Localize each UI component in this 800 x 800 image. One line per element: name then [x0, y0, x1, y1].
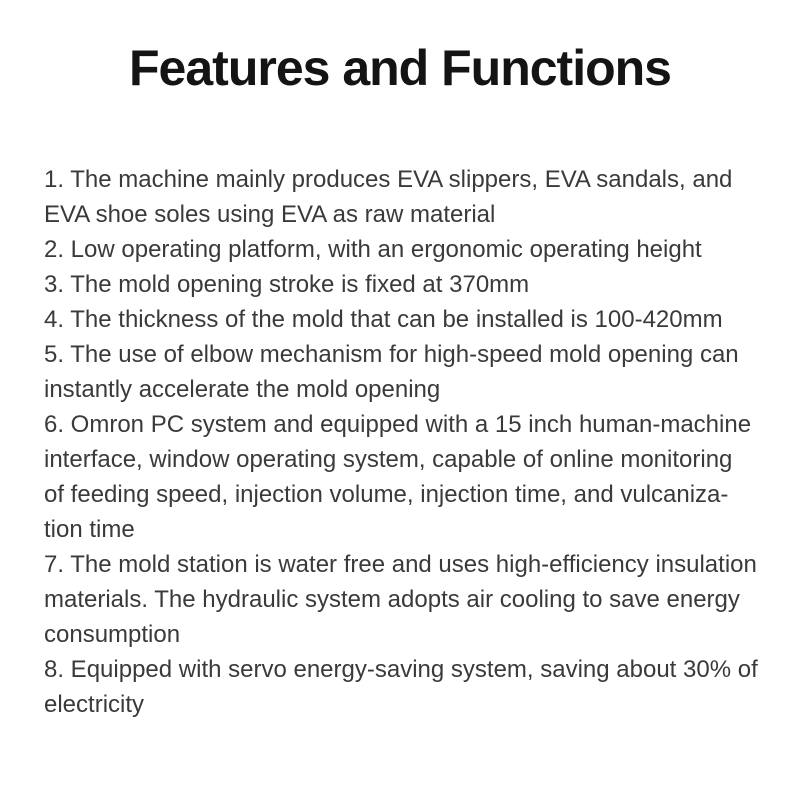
feature-line: 4. The thickness of the mold that can be installed is 100-420mm: [44, 306, 723, 333]
feature-line: of feeding speed, injection volume, injection time, and vulcaniza-: [44, 481, 729, 508]
feature-line: interface, window operating system, capable of online monitoring: [44, 446, 733, 473]
feature-line: EVA shoe soles using EVA as raw material: [44, 201, 496, 228]
feature-line: electricity: [44, 691, 145, 718]
feature-line: 8. Equipped with servo energy-saving system, saving about 30% of: [44, 656, 758, 683]
feature-line: 7. The mold station is water free and uses high-efficiency insulation: [44, 551, 757, 578]
feature-line: 3. The mold opening stroke is fixed at 370mm: [44, 271, 530, 298]
feature-line: 6. Omron PC system and equipped with a 15 inch human-machine: [44, 411, 752, 438]
feature-item: [44, 302, 790, 337]
feature-line: tion time: [44, 516, 135, 543]
feature-line: instantly accelerate the mold opening: [44, 376, 441, 403]
feature-line: materials. The hydraulic system adopts air cooling to save energy: [44, 586, 740, 613]
feature-item: [44, 407, 790, 547]
feature-item: [44, 652, 790, 722]
feature-item: [44, 547, 790, 652]
feature-line: 5. The use of elbow mechanism for high-speed mold opening can: [44, 341, 739, 368]
feature-line: 2. Low operating platform, with an ergonomic operating height: [44, 236, 702, 263]
feature-line: consumption: [44, 621, 181, 648]
feature-item: [44, 337, 790, 407]
feature-item: [44, 267, 790, 302]
feature-item: [44, 232, 790, 267]
feature-item: [44, 162, 790, 232]
feature-line: 1. The machine mainly produces EVA slippers, EVA sandals, and: [44, 166, 733, 193]
page-title: Features and Functions: [129, 40, 671, 96]
features-list: [44, 162, 790, 722]
